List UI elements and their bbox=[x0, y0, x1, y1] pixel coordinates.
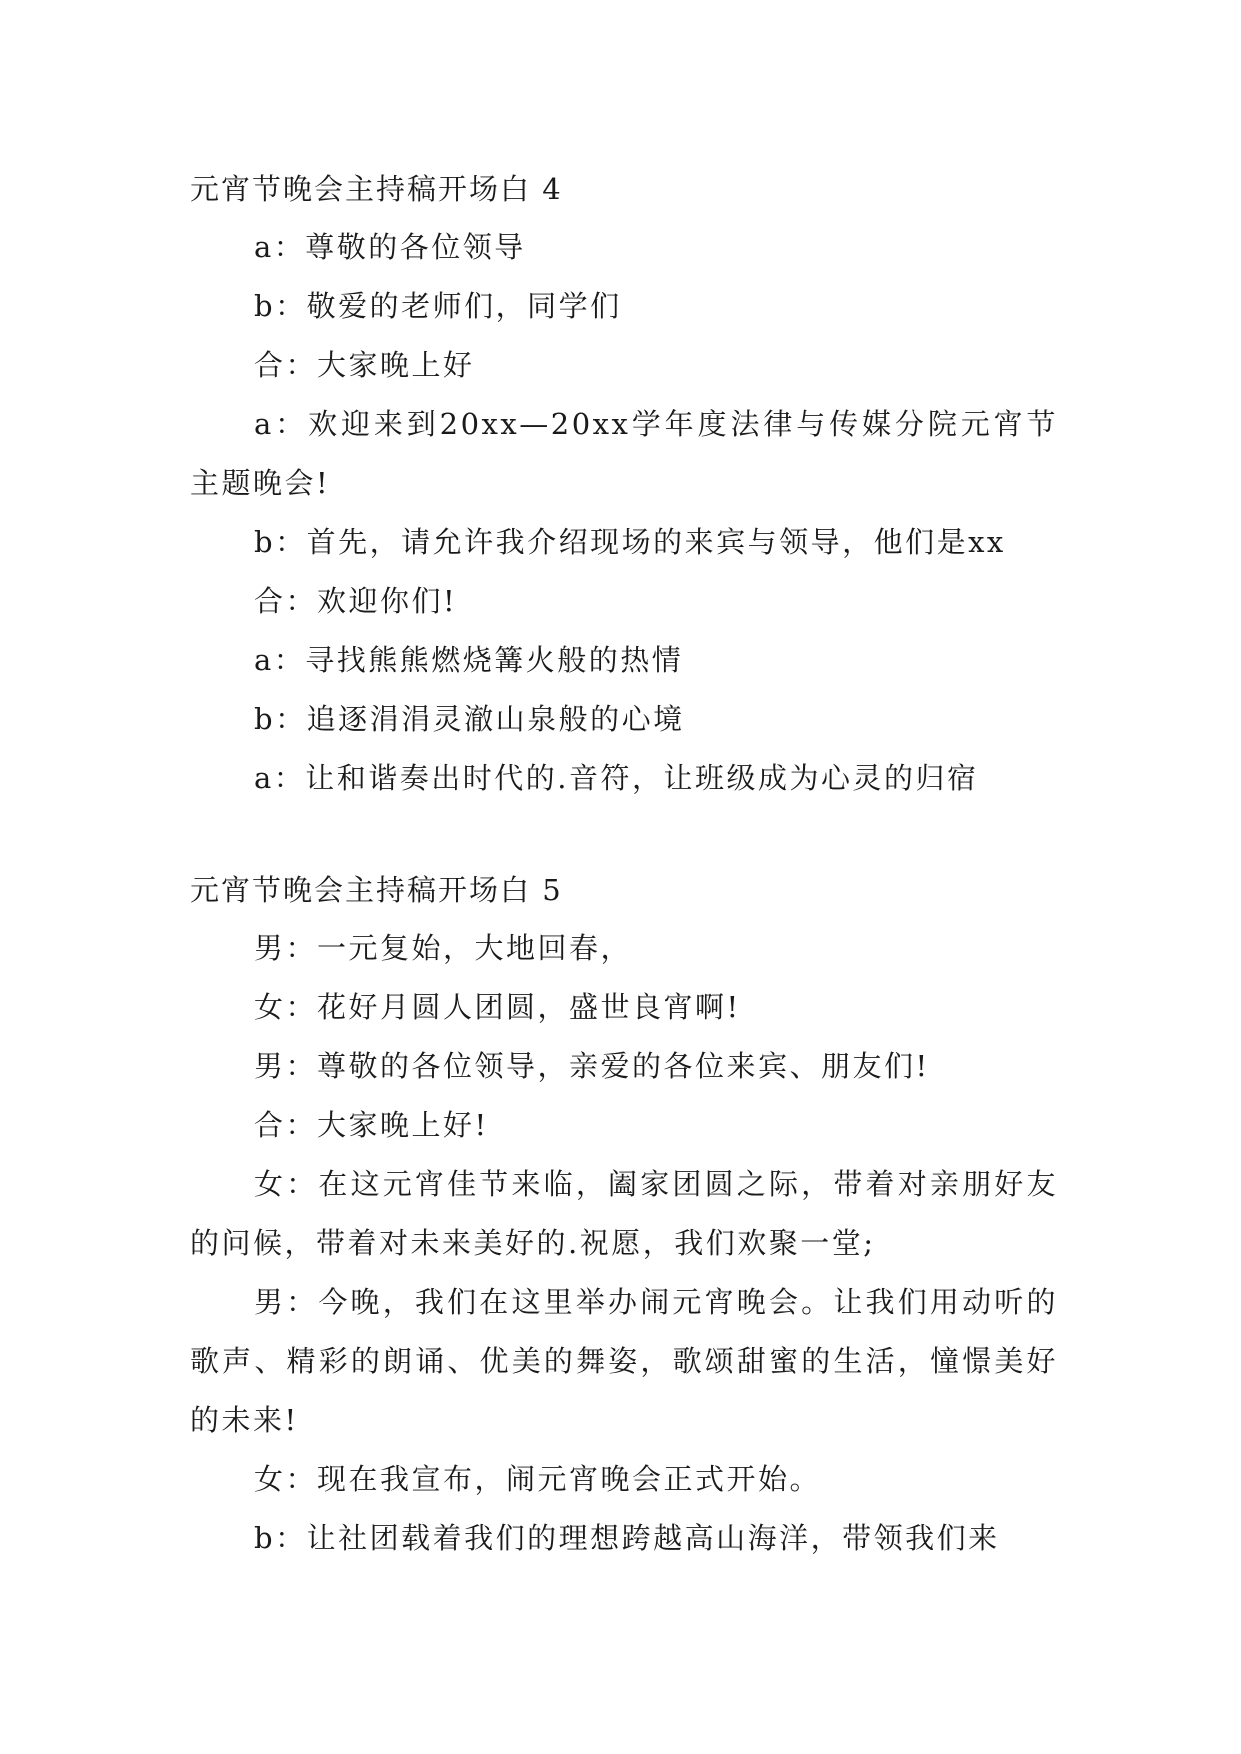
dialogue-line: 合：大家晚上好 bbox=[254, 348, 475, 382]
dialogue-line: 男：一元复始，大地回春， bbox=[254, 931, 633, 965]
dialogue-line: b：让社团载着我们的理想跨越高山海洋，带领我们来 bbox=[254, 1521, 1000, 1555]
dialogue-line: b：敬爱的老师们，同学们 bbox=[254, 289, 622, 323]
script-section-5 bbox=[190, 861, 1058, 1568]
dialogue-line: a：寻找熊熊燃烧篝火般的热情 bbox=[254, 643, 684, 677]
dialogue-line: a：欢迎来到20xx—20xx学年度法律与传媒分院元宵节主题晚会! bbox=[190, 407, 1058, 500]
dialogue-line: 女：现在我宣布，闹元宵晚会正式开始。 bbox=[254, 1462, 822, 1496]
section-heading: 元宵节晚会主持稿开场白 4 bbox=[190, 172, 563, 206]
dialogue-line: 合：欢迎你们! bbox=[254, 584, 458, 618]
dialogue-line: b：首先，请允许我介绍现场的来宾与领导，他们是xx bbox=[254, 525, 1006, 559]
dialogue-line: 女：花好月圆人团圆，盛世良宵啊! bbox=[254, 990, 741, 1024]
dialogue-line: a：让和谐奏出时代的.音符，让班级成为心灵的归宿 bbox=[254, 761, 979, 795]
dialogue-line: 男：今晚，我们在这里举办闹元宵晚会。让我们用动听的歌声、精彩的朗诵、优美的舞姿，歌颂甜蜜的生活，憧憬美好的未来! bbox=[190, 1285, 1058, 1437]
dialogue-line: 合：大家晚上好! bbox=[254, 1108, 489, 1142]
script-section-4 bbox=[190, 160, 1058, 808]
section-heading: 元宵节晚会主持稿开场白 5 bbox=[190, 873, 563, 907]
dialogue-line: b：追逐涓涓灵澈山泉般的心境 bbox=[254, 702, 685, 736]
dialogue-line: 女：在这元宵佳节来临，阖家团圆之际，带着对亲朋好友的问候，带着对未来美好的.祝愿，我们欢聚一堂; bbox=[190, 1167, 1058, 1260]
dialogue-line: a：尊敬的各位领导 bbox=[254, 230, 526, 264]
dialogue-line: 男：尊敬的各位领导，亲爱的各位来宾、朋友们! bbox=[254, 1049, 930, 1083]
